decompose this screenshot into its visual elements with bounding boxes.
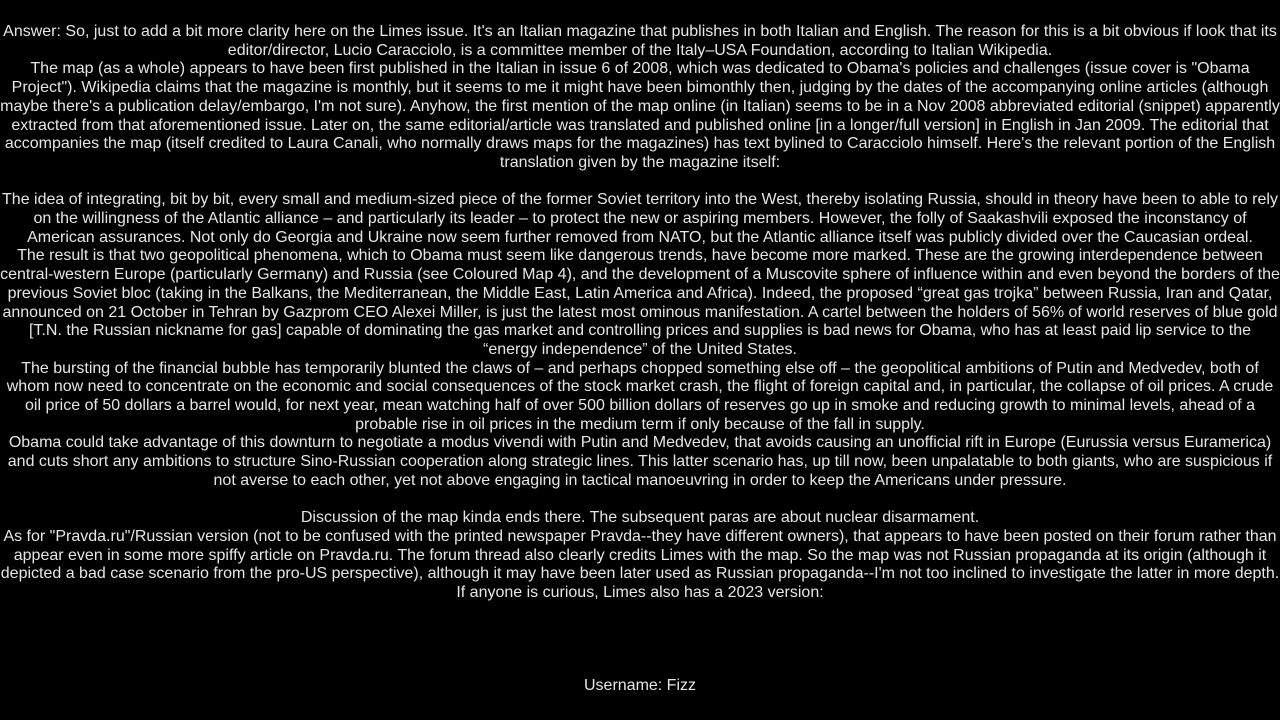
paragraph-gap <box>0 173 1280 192</box>
quote-paragraph-4: Obama could take advantage of this downturn to negotiate a modus vivendi with Putin and Medvedev, that avoids causing an unofficial rift in Europe (Eurussia versus Euramerica) and cuts short any ambitions to structure Sino-Russian cooperation along strategic lines. This latter scenario has, up till now, been unpalatable to both giants, who are suspicious if not averse to each other, yet not above engaging in tactical manoeuvring in order to keep the Americans under pressure. <box>7 434 1273 489</box>
answer-body <box>0 23 1280 603</box>
answer-paragraph-discussion: Discussion of the map kinda ends there. The subsequent paras are about nuclear disarmament. <box>300 509 980 527</box>
quote-paragraph-2: The result is that two geopolitical phenomena, which to Obama must seem like dangerous trends, have become more marked. These are the growing interdependence between central-western Europe (particularly Germany) and Russia (see Coloured Map 4), and the development of a Muscovite sphere of influence within and even beyond the borders of the previous Soviet bloc (taking in the Balkans, the Mediterranean, the Middle East, Latin America and Africa). Indeed, the proposed “great gas trojka” between Russia, Iran and Qatar, announced on 21 October in Tehran by Gazprom CEO Alexei Miller, is just the latest most ominous manifestation. A cartel between the holders of 56% of world reserves of blue gold [T.N. the Russian nickname for gas] capable of dominating the gas market and controlling prices and supplies is bad news for Obama, who has at least paid lip service to the “energy independence” of the United States. <box>0 247 1280 358</box>
quote-paragraph-1: The idea of integrating, bit by bit, every small and medium-sized piece of the former Soviet territory into the West, thereby isolating Russia, should in theory have been to able to rely on the willingness of the Atlantic alliance – and particularly its leader – to protect the new or aspiring members. However, the folly of Saakashvili exposed the inconstancy of American assurances. Not only do Georgia and Ukraine now seem further removed from NATO, but the Atlantic alliance itself was publicly divided over the Caucasian ordeal. <box>2 191 1278 246</box>
paragraph-gap <box>0 491 1280 510</box>
answer-paragraph-pravda: As for "Pravda.ru"/Russian version (not to be confused with the printed newspaper Pravda--they have different owners), that appears to have been posted on their forum rather than appear even in some more spiffy article on Pravda.ru. The forum thread also clearly credits Limes with the map. So the map was not Russian propaganda at its origin (although it depicted a bad case scenario from the pro-US perspective), although it may have been later used as Russian propaganda--I'm not too inclined to investigate the latter in more depth. <box>0 527 1280 583</box>
username-label: Username: Fizz <box>583 677 697 694</box>
answer-paragraph-intro: Answer: So, just to add a bit more clarity here on the Limes issue. It's an Italian magazine that publishes in both Italian and English. The reason for this is a bit obvious if look that its editor/director, Lucio Caracciolo, is a committee member of the Italy–USA Foundation, according to Italian Wikipedia. <box>3 23 1277 59</box>
answer-paragraph-closing: If anyone is curious, Limes also has a 2023 version: <box>456 584 824 602</box>
quote-paragraph-3: The bursting of the financial bubble has temporarily blunted the claws of – and perhaps chopped something else off – the geopolitical ambitions of Putin and Medvedev, both of whom now need to concentrate on the economic and social consequences of the stock market crash, the flight of foreign capital and, in particular, the collapse of oil prices. A crude oil price of 50 dollars a barrel would, for next year, mean watching half of over 500 billion dollars of reserves go up in smoke and reducing growth to minimal levels, ahead of a probable rise in oil prices in the medium term if only because of the fall in supply. <box>6 359 1274 433</box>
answer-paragraph-map-history: The map (as a whole) appears to have been first published in the Italian in issue 6 of 2008, which was dedicated to Obama's policies and challenges (issue cover is "Obama Project"). Wikipedia claims that the magazine is monthly, but it seems to me it might have been bimonthly then, judging by the dates of the accompanying online articles (although maybe there's a publication delay/embargo, I'm not sure). Anyhow, the first mention of the map online (in Italian) seems to be in a Nov 2008 abbreviated editorial (snippet) apparently extracted from that aforementioned issue. Later on, the same editorial/article was translated and published online [in a longer/full version] in English in Jan 2009. The editorial that accompanies the map (itself credited to Laura Canali, who normally draws maps for the magazines) has text bylined to Caracciolo himself. Here's the relevant portion of the English translation given by the magazine itself: <box>0 60 1280 171</box>
